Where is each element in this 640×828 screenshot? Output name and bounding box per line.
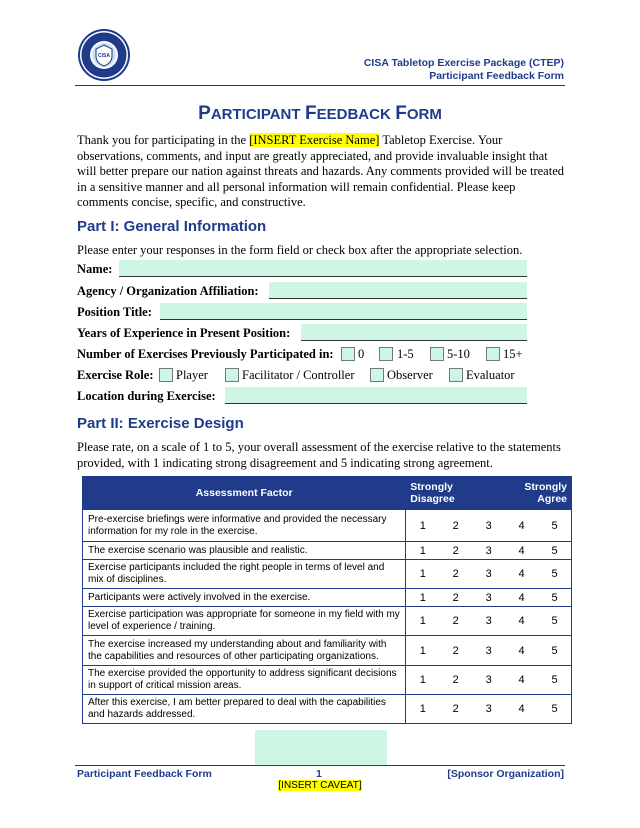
role-checkbox-player[interactable] xyxy=(159,368,173,382)
assessment-factor-cell: Participants were actively involved in the exercise. xyxy=(83,589,406,607)
rating-option-2[interactable]: 2 xyxy=(439,636,472,666)
rating-option-2[interactable]: 2 xyxy=(439,510,472,542)
role-row xyxy=(77,368,572,386)
agency-field[interactable] xyxy=(269,282,527,299)
rating-option-3[interactable]: 3 xyxy=(472,636,505,666)
rating-option-4[interactable]: 4 xyxy=(505,636,538,666)
table-body xyxy=(83,510,572,724)
role-checkbox-facilitator[interactable] xyxy=(225,368,239,382)
rating-option-1[interactable]: 1 xyxy=(406,560,439,589)
exercise-name-placeholder[interactable]: [INSERT Exercise Name] xyxy=(249,133,380,147)
exercises-option-0: 0 xyxy=(358,347,365,361)
years-label: Years of Experience in Present Position: xyxy=(77,326,291,340)
rating-option-2[interactable]: 2 xyxy=(439,695,472,724)
title-rest-3: ORM xyxy=(406,106,442,123)
rating-option-1[interactable]: 1 xyxy=(406,542,439,560)
assessment-factor-cell: After this exercise, I am better prepared to deal with the capabilities and hazards addressed. xyxy=(83,695,406,724)
col-strongly-agree: Strongly Agree xyxy=(505,477,571,510)
footer-caveat xyxy=(0,780,640,791)
assessment-table xyxy=(82,476,572,724)
rating-option-5[interactable]: 5 xyxy=(538,560,571,589)
title-cap-3: F xyxy=(395,103,407,124)
table-row xyxy=(83,695,572,724)
rating-option-1[interactable]: 1 xyxy=(406,695,439,724)
rating-option-2[interactable]: 2 xyxy=(439,560,472,589)
years-field[interactable] xyxy=(301,324,527,341)
role-label: Exercise Role: xyxy=(77,368,154,382)
exercises-checkbox-0[interactable] xyxy=(341,347,355,361)
header-line1: CISA Tabletop Exercise Package (CTEP) xyxy=(363,57,564,69)
col-assessment-factor: Assessment Factor xyxy=(83,477,406,510)
title-rest-2: EEDBACK xyxy=(316,106,391,123)
assessment-factor-cell: The exercise scenario was plausible and realistic. xyxy=(83,542,406,560)
title-cap-1: P xyxy=(198,103,211,124)
cisa-logo xyxy=(77,28,131,82)
caveat-field[interactable] xyxy=(255,730,387,766)
role-option-observer: Observer xyxy=(387,368,433,382)
table-row xyxy=(83,510,572,542)
col-mid xyxy=(472,477,505,510)
position-label: Position Title: xyxy=(77,305,152,319)
role-option-evaluator: Evaluator xyxy=(466,368,515,382)
col-strongly-disagree: Strongly Disagree xyxy=(406,477,472,510)
table-row xyxy=(83,589,572,607)
part2-heading: Part II: Exercise Design xyxy=(77,415,244,432)
intro-paragraph xyxy=(77,133,567,211)
rating-option-3[interactable]: 3 xyxy=(472,560,505,589)
table-row xyxy=(83,666,572,695)
svg-text:CISA: CISA xyxy=(98,53,110,59)
exercises-label: Number of Exercises Previously Participated in: xyxy=(77,347,334,361)
rating-option-5[interactable]: 5 xyxy=(538,636,571,666)
rating-option-3[interactable]: 3 xyxy=(472,589,505,607)
table-header-row xyxy=(83,477,572,510)
table-row xyxy=(83,542,572,560)
table-row xyxy=(83,607,572,636)
name-field[interactable] xyxy=(119,260,527,277)
rating-option-3[interactable]: 3 xyxy=(472,510,505,542)
agency-label: Agency / Organization Affiliation: xyxy=(77,284,259,298)
caveat-text: [INSERT CAVEAT] xyxy=(278,780,362,791)
exercises-row xyxy=(77,347,572,365)
role-option-facilitator: Facilitator / Controller xyxy=(242,368,355,382)
rating-option-4[interactable]: 4 xyxy=(505,560,538,589)
rating-option-1[interactable]: 1 xyxy=(406,510,439,542)
title-cap-2: F xyxy=(305,103,317,124)
assessment-factor-cell: Pre-exercise briefings were informative and provided the necessary information for my role in the exercise. xyxy=(83,510,406,542)
exercises-option-15-plus: 15+ xyxy=(503,347,523,361)
location-field[interactable] xyxy=(225,387,527,404)
rating-option-3[interactable]: 3 xyxy=(472,695,505,724)
footer-page-number: 1 xyxy=(316,768,322,780)
rating-option-2[interactable]: 2 xyxy=(439,542,472,560)
part1-instructions: Please enter your responses in the form field or check box after the appropriate selection. xyxy=(77,243,523,257)
header-line2: Participant Feedback Form xyxy=(429,70,564,82)
rating-option-1[interactable]: 1 xyxy=(406,666,439,695)
rating-option-2[interactable]: 2 xyxy=(439,589,472,607)
exercises-checkbox-5-10[interactable] xyxy=(430,347,444,361)
assessment-factor-cell: The exercise increased my understanding about and familiarity with the capabilities and resources of other participating organizations. xyxy=(83,636,406,666)
rating-option-3[interactable]: 3 xyxy=(472,666,505,695)
location-label: Location during Exercise: xyxy=(77,389,216,403)
intro-before: Thank you for participating in the xyxy=(77,133,250,147)
name-label: Name: xyxy=(77,262,113,276)
rating-option-5[interactable]: 5 xyxy=(538,510,571,542)
title-rest-1: ARTICIPANT xyxy=(210,106,301,123)
intro-after: Tabletop Exercise. Your observations, comments, and input are greatly appreciated, and provide invaluable insight that will better prepare our nation against threats and hazards. Any comments provided will be treated in a sensitive manner and all personal information will remain confidential. Please keep comments concise, specific, and constructive. xyxy=(77,133,564,209)
table-row xyxy=(83,560,572,589)
part1-heading: Part I: General Information xyxy=(77,218,267,235)
rating-option-4[interactable]: 4 xyxy=(505,666,538,695)
footer-left: Participant Feedback Form xyxy=(77,768,212,780)
part2-instructions: Please rate, on a scale of 1 to 5, your overall assessment of the exercise relative to the statements provided, with 1 indicating strong disagreement and 5 indicating strong agreement. xyxy=(77,440,561,470)
role-checkbox-evaluator[interactable] xyxy=(449,368,463,382)
rating-option-5[interactable]: 5 xyxy=(538,666,571,695)
rating-option-5[interactable]: 5 xyxy=(538,589,571,607)
rating-option-5[interactable]: 5 xyxy=(538,542,571,560)
exercises-option-1-5: 1-5 xyxy=(397,347,414,361)
rating-option-4[interactable]: 4 xyxy=(505,695,538,724)
footer-sponsor: [Sponsor Organization] xyxy=(447,768,564,780)
assessment-factor-cell: The exercise provided the opportunity to address significant decisions in support of critical mission areas. xyxy=(83,666,406,695)
rating-option-4[interactable]: 4 xyxy=(505,607,538,636)
rating-option-4[interactable]: 4 xyxy=(505,510,538,542)
footer-divider xyxy=(75,765,565,766)
page-title xyxy=(0,103,640,125)
position-field[interactable] xyxy=(160,303,527,320)
role-checkbox-observer[interactable] xyxy=(370,368,384,382)
rating-option-2[interactable]: 2 xyxy=(439,607,472,636)
rating-option-4[interactable]: 4 xyxy=(505,542,538,560)
rating-option-1[interactable]: 1 xyxy=(406,636,439,666)
exercises-checkbox-15-plus[interactable] xyxy=(486,347,500,361)
rating-option-1[interactable]: 1 xyxy=(406,607,439,636)
rating-option-4[interactable]: 4 xyxy=(505,589,538,607)
exercises-option-5-10: 5-10 xyxy=(447,347,470,361)
rating-option-5[interactable]: 5 xyxy=(538,607,571,636)
table-row xyxy=(83,636,572,666)
rating-option-3[interactable]: 3 xyxy=(472,542,505,560)
header-divider xyxy=(75,85,565,86)
assessment-factor-cell: Exercise participants included the right people in terms of level and mix of disciplines. xyxy=(83,560,406,589)
role-option-player: Player xyxy=(176,368,208,382)
rating-option-5[interactable]: 5 xyxy=(538,695,571,724)
rating-option-3[interactable]: 3 xyxy=(472,607,505,636)
rating-option-2[interactable]: 2 xyxy=(439,666,472,695)
exercises-checkbox-1-5[interactable] xyxy=(379,347,393,361)
rating-option-1[interactable]: 1 xyxy=(406,589,439,607)
assessment-factor-cell: Exercise participation was appropriate for someone in my field with my level of experience / training. xyxy=(83,607,406,636)
header-title xyxy=(364,57,564,83)
